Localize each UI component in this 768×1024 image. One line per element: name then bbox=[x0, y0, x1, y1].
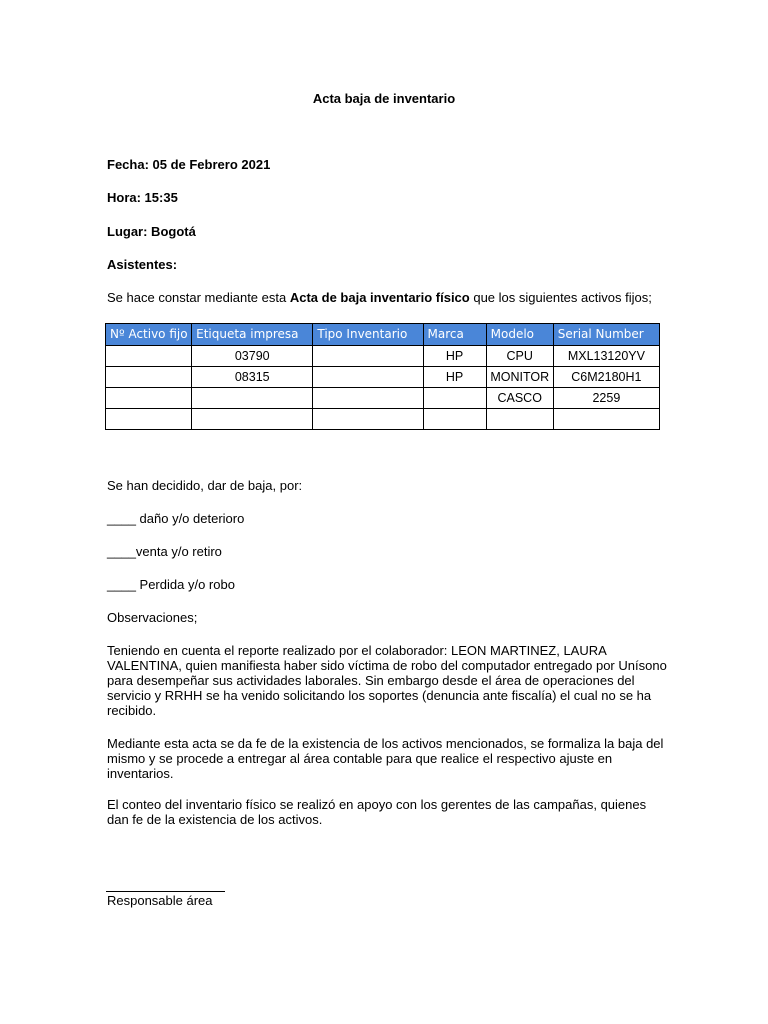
table-cell: CPU bbox=[486, 346, 553, 367]
inventory-count-paragraph: El conteo del inventario físico se realizó en apoyo con los gerentes de las campañas, quienes dan fe de la existencia de los activos. bbox=[107, 797, 647, 827]
table-cell bbox=[313, 346, 423, 367]
header-serial-number: Serial Number bbox=[553, 324, 659, 346]
decision-text: Se han decidido, dar de baja, por: bbox=[107, 478, 303, 493]
table-row bbox=[106, 346, 660, 367]
signature-line bbox=[106, 891, 225, 892]
observaciones-label: Observaciones; bbox=[107, 610, 198, 625]
intro-paragraph bbox=[107, 290, 667, 305]
assets-table bbox=[105, 323, 660, 430]
table-cell: MONITOR bbox=[486, 367, 553, 388]
table-cell bbox=[192, 388, 313, 409]
asistentes-field: Asistentes: bbox=[107, 257, 178, 272]
lugar-field: Lugar: Bogotá bbox=[107, 224, 196, 239]
header-activo-fijo: Nº Activo fijo bbox=[106, 324, 192, 346]
table-cell: CASCO bbox=[486, 388, 553, 409]
table-cell: HP bbox=[423, 367, 486, 388]
option-dano: ____ daño y/o deterioro bbox=[107, 511, 245, 526]
table-cell bbox=[553, 409, 659, 430]
intro-text-before: Se hace constar mediante esta bbox=[107, 290, 290, 305]
table-cell bbox=[106, 346, 192, 367]
intro-text-bold: Acta de baja inventario físico bbox=[289, 290, 470, 305]
table-row bbox=[106, 388, 660, 409]
table-row bbox=[106, 409, 660, 430]
table-row bbox=[106, 367, 660, 388]
confirmation-paragraph: Mediante esta acta se da fe de la existencia de los activos mencionados, se formaliza la baja del mismo y se procede a entregar al área contable para que realice el respectivo ajuste en inventarios. bbox=[107, 736, 664, 781]
fecha-field: Fecha: 05 de Febrero 2021 bbox=[107, 157, 271, 172]
table-cell bbox=[423, 409, 486, 430]
table-cell bbox=[192, 409, 313, 430]
table-cell bbox=[106, 388, 192, 409]
table-cell: HP bbox=[423, 346, 486, 367]
table-cell bbox=[486, 409, 553, 430]
document-title: Acta baja de inventario bbox=[312, 91, 456, 106]
table-cell bbox=[106, 367, 192, 388]
table-cell bbox=[423, 388, 486, 409]
intro-text-after: que los siguientes activos fijos; bbox=[469, 290, 652, 305]
table-cell: 08315 bbox=[192, 367, 313, 388]
table-cell: 2259 bbox=[553, 388, 659, 409]
signature-label: Responsable área bbox=[107, 893, 213, 908]
table-cell: C6M2180H1 bbox=[553, 367, 659, 388]
table-cell bbox=[106, 409, 192, 430]
table-cell bbox=[313, 388, 423, 409]
observation-paragraph: Teniendo en cuenta el reporte realizado por el colaborador: LEON MARTINEZ, LAURA VALENTINA, quien manifiesta haber sido víctima de robo del computador entregado por Unísono para desempeñar sus actividades laborales. Sin embargo desde el área de operaciones del servicio y RRHH se ha venido solicitando los soportes (denuncia ante fiscalía) el cual no se ha recibido. bbox=[107, 643, 667, 718]
header-tipo-inventario: Tipo Inventario bbox=[313, 324, 423, 346]
table-header-row bbox=[106, 324, 660, 346]
table-cell bbox=[313, 367, 423, 388]
table-cell: 03790 bbox=[192, 346, 313, 367]
option-venta: ____venta y/o retiro bbox=[107, 544, 222, 559]
option-perdida: ____ Perdida y/o robo bbox=[107, 577, 235, 592]
header-marca: Marca bbox=[423, 324, 486, 346]
table-cell bbox=[313, 409, 423, 430]
hora-field: Hora: 15:35 bbox=[107, 190, 178, 205]
header-etiqueta-impresa: Etiqueta impresa bbox=[192, 324, 313, 346]
header-modelo: Modelo bbox=[486, 324, 553, 346]
table-cell: MXL13120YV bbox=[553, 346, 659, 367]
